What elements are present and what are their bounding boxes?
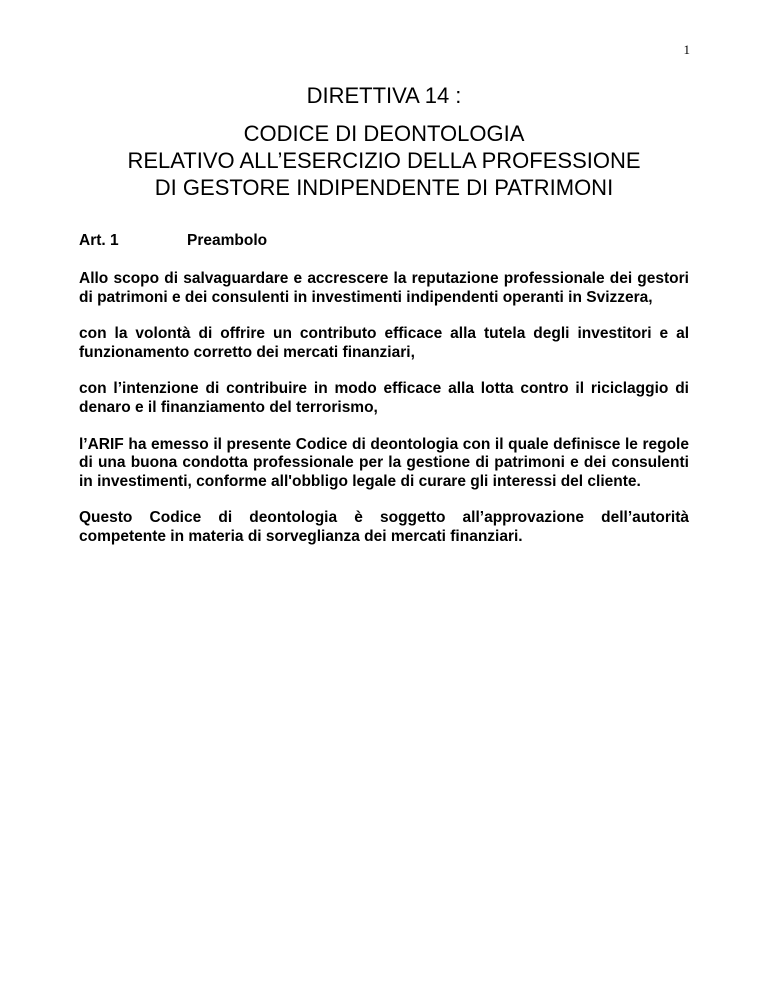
paragraph: Questo Codice di deontologia è soggetto all’approvazione dell’autorità competente in materia di sorveglianza dei mercati finanziari. (79, 509, 689, 545)
paragraph: l’ARIF ha emesso il presente Codice di deontologia con il quale definisce le regole di una buona condotta professionale per la gestione di patrimoni e dei consulenti in investimenti, conforme all'obbligo legale di curare gli interessi del cliente. (79, 435, 689, 490)
page-number: 1 (683, 42, 690, 57)
code-title-line: DI GESTORE INDIPENDENTE DI PATRIMONI (154, 175, 614, 200)
paragraph: con la volontà di offrire un contributo efficace alla tutela degli investitori e al funzionamento corretto dei mercati finanziari, (79, 325, 689, 361)
code-title-line: RELATIVO ALL’ESERCIZIO DELLA PROFESSIONE (127, 148, 641, 173)
paragraph: Allo scopo di salvaguardare e accrescere la reputazione professionale dei gestori di patrimoni e dei consulenti in investimenti indipendenti operanti in Svizzera, (79, 270, 689, 306)
paragraph: con l’intenzione di contribuire in modo efficace alla lotta contro il riciclaggio di denaro e il finanziamento del terrorismo, (79, 380, 689, 416)
article-number: Art. 1 (79, 232, 119, 249)
code-title (60, 120, 708, 201)
directive-title: DIRETTIVA 14 : (306, 83, 462, 108)
article-body (79, 270, 689, 565)
article-heading (79, 232, 267, 250)
article-title: Preambolo (187, 232, 268, 249)
code-title-line: CODICE DI DEONTOLOGIA (243, 121, 525, 146)
